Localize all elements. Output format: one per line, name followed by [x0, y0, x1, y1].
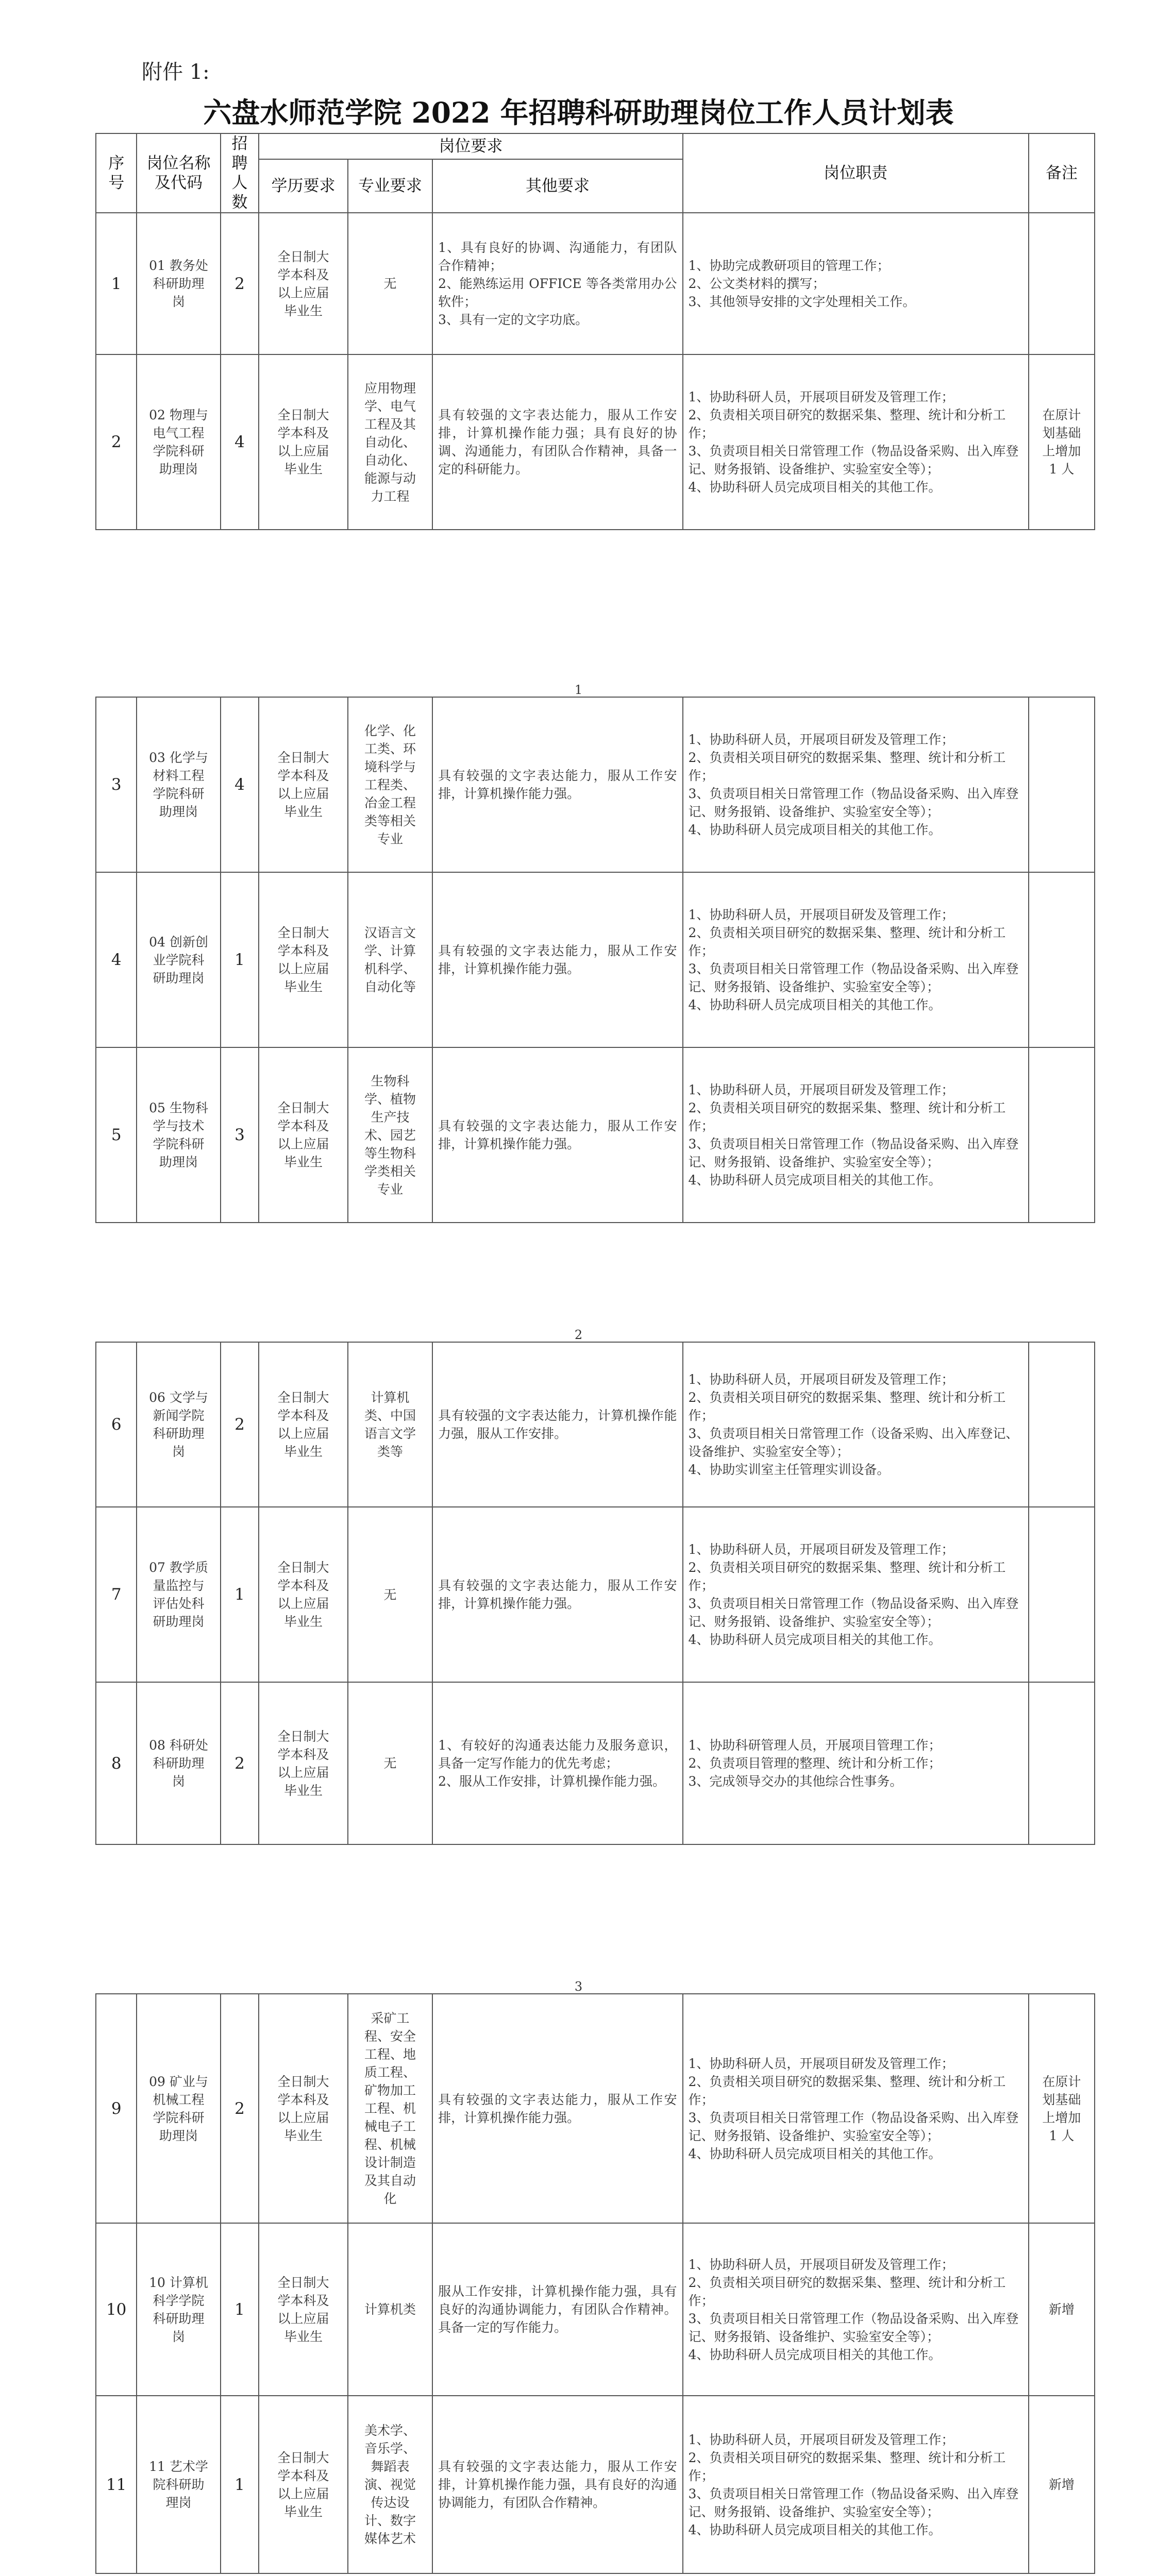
header-requirements: 岗位要求 [259, 133, 682, 159]
row-count: 1 [221, 872, 259, 1047]
row-edu: 全日制大 学本科及 以上应届 毕业生 [259, 213, 347, 354]
row-seq: 6 [96, 1342, 137, 1507]
row-post: 06 文学与 新闻学院 科研助理 岗 [137, 1342, 220, 1507]
row-duty: 1、协助科研人员，开展项目研发及管理工作； 2、负责相关项目研究的数据采集、整理、统计和分析工作； 3、负责项目相关日常管理工作（物品设备采购、出入库登记、财务报销、设备维护、实验室安全等）； 4、协助科研人员完成项目相关的其他工作。 [683, 1047, 1029, 1223]
row-post: 11 艺术学 院科研助 理岗 [137, 2396, 220, 2573]
row-count: 2 [221, 213, 259, 354]
row-note [1029, 213, 1095, 354]
row-other: 1、具有良好的协调、沟通能力，有团队合作精神； 2、能熟练运用 OFFICE 等各类常用办公软件； 3、具有一定的文字功底。 [432, 213, 682, 354]
row-duty: 1、协助科研人员，开展项目研发及管理工作； 2、负责相关项目研究的数据采集、整理、统计和分析工作； 3、负责项目相关日常管理工作（物品设备采购、出入库登记、财务报销、设备维护、实验室安全等）； 4、协助科研人员完成项目相关的其他工作。 [683, 2396, 1029, 2573]
row-edu: 全日制大 学本科及 以上应届 毕业生 [259, 2396, 347, 2573]
header-post: 岗位名称 及代码 [137, 133, 220, 213]
row-duty: 1、协助科研人员，开展项目研发及管理工作； 2、负责相关项目研究的数据采集、整理、统计和分析工作； 3、负责项目相关日常管理工作（设备采购、出入库登记、设备维护、实验室安全等）； 4、协助实训室主任管理实训设备。 [683, 1342, 1029, 1507]
row-other: 具有较强的文字表达能力，计算机操作能力强，服从工作安排。 [432, 1342, 682, 1507]
row-edu: 全日制大 学本科及 以上应届 毕业生 [259, 2223, 347, 2396]
header-major: 专业要求 [348, 159, 432, 213]
header-count: 招 聘 人 数 [221, 133, 259, 213]
row-major: 计算机 类、中国 语言文学 类等 [348, 1342, 432, 1507]
recruitment-table-section-2 [95, 697, 1095, 1223]
table-row [96, 1994, 1095, 2223]
header-note: 备注 [1029, 133, 1095, 213]
row-note [1029, 1507, 1095, 1682]
row-edu: 全日制大 学本科及 以上应届 毕业生 [259, 1994, 347, 2223]
row-major: 无 [348, 213, 432, 354]
recruitment-table-section-3 [95, 1342, 1095, 1845]
row-other: 具有较强的文字表达能力，服从工作安排，计算机操作能力强。 [432, 1507, 682, 1682]
row-post: 05 生物科 学与技术 学院科研 助理岗 [137, 1047, 220, 1223]
table-row [96, 213, 1095, 354]
header-seq: 序 号 [96, 133, 137, 213]
header-other: 其他要求 [432, 159, 682, 213]
row-post: 02 物理与 电气工程 学院科研 助理岗 [137, 354, 220, 530]
row-note [1029, 1682, 1095, 1844]
row-other: 具有较强的文字表达能力，服从工作安排，计算机操作能力强，具有良好的沟通协调能力，有团队合作精神。 [432, 2396, 682, 2573]
row-note [1029, 1342, 1095, 1507]
row-note: 在原计 划基础 上增加 1 人 [1029, 1994, 1095, 2223]
row-other: 具有较强的文字表达能力，服从工作安排，计算机操作能力强。 [432, 872, 682, 1047]
row-major: 无 [348, 1682, 432, 1844]
row-post: 08 科研处 科研助理 岗 [137, 1682, 220, 1844]
row-major: 无 [348, 1507, 432, 1682]
row-major: 计算机类 [348, 2223, 432, 2396]
row-other: 具有较强的文字表达能力，服从工作安排，计算机操作能力强；具有良好的协调、沟通能力，有团队合作精神，具备一定的科研能力。 [432, 354, 682, 530]
row-duty: 1、协助科研人员，开展项目研发及管理工作； 2、负责相关项目研究的数据采集、整理、统计和分析工作； 3、负责项目相关日常管理工作（物品设备采购、出入库登记、财务报销、设备维护、实验室安全等）； 4、协助科研人员完成项目相关的其他工作。 [683, 1994, 1029, 2223]
table-row [96, 1682, 1095, 1844]
row-duty: 1、协助科研人员，开展项目研发及管理工作； 2、负责相关项目研究的数据采集、整理、统计和分析工作； 3、负责项目相关日常管理工作（物品设备采购、出入库登记、财务报销、设备维护、实验室安全等）； 4、协助科研人员完成项目相关的其他工作。 [683, 2223, 1029, 2396]
row-other: 具有较强的文字表达能力，服从工作安排，计算机操作能力强。 [432, 697, 682, 872]
row-note: 新增 [1029, 2223, 1095, 2396]
row-edu: 全日制大 学本科及 以上应届 毕业生 [259, 697, 347, 872]
row-edu: 全日制大 学本科及 以上应届 毕业生 [259, 1047, 347, 1223]
row-other: 具有较强的文字表达能力，服从工作安排，计算机操作能力强。 [432, 1994, 682, 2223]
row-count: 2 [221, 1342, 259, 1507]
row-major: 美术学、 音乐学、 舞蹈表 演、视觉 传达设 计、数字 媒体艺术 [348, 2396, 432, 2573]
row-note [1029, 1047, 1095, 1223]
row-major: 采矿工 程、安全 工程、地 质工程、 矿物加工 工程、机 械电子工 程、机械 设计制造 及其自动 化 [348, 1994, 432, 2223]
row-post: 01 教务处 科研助理 岗 [137, 213, 220, 354]
row-seq: 4 [96, 872, 137, 1047]
table-row [96, 1507, 1095, 1682]
row-count: 1 [221, 1507, 259, 1682]
row-seq: 8 [96, 1682, 137, 1844]
row-count: 4 [221, 697, 259, 872]
row-note [1029, 697, 1095, 872]
row-count: 2 [221, 1682, 259, 1844]
row-duty: 1、协助科研人员，开展项目研发及管理工作； 2、负责相关项目研究的数据采集、整理、统计和分析工作； 3、负责项目相关日常管理工作（物品设备采购、出入库登记、财务报销、设备维护、实验室安全等）； 4、协助科研人员完成项目相关的其他工作。 [683, 872, 1029, 1047]
row-other: 具有较强的文字表达能力，服从工作安排，计算机操作能力强。 [432, 1047, 682, 1223]
row-duty: 1、协助科研人员，开展项目研发及管理工作； 2、负责相关项目研究的数据采集、整理、统计和分析工作； 3、负责项目相关日常管理工作（物品设备采购、出入库登记、财务报销、设备维护、实验室安全等）； 4、协助科研人员完成项目相关的其他工作。 [683, 1507, 1029, 1682]
row-post: 09 矿业与 机械工程 学院科研 助理岗 [137, 1994, 220, 2223]
row-seq: 9 [96, 1994, 137, 2223]
row-duty: 1、协助科研人员，开展项目研发及管理工作； 2、负责相关项目研究的数据采集、整理、统计和分析工作； 3、负责项目相关日常管理工作（物品设备采购、出入库登记、财务报销、设备维护、实验室安全等）； 4、协助科研人员完成项目相关的其他工作。 [683, 697, 1029, 872]
row-duty: 1、协助科研人员，开展项目研发及管理工作； 2、负责相关项目研究的数据采集、整理、统计和分析工作； 3、负责项目相关日常管理工作（物品设备采购、出入库登记、财务报销、设备维护、实验室安全等）； 4、协助科研人员完成项目相关的其他工作。 [683, 354, 1029, 530]
recruitment-table-section-4 [95, 1993, 1095, 2574]
row-count: 1 [221, 2223, 259, 2396]
table-row [96, 1047, 1095, 1223]
row-other: 1、有较好的沟通表达能力及服务意识，具备一定写作能力的优先考虑； 2、服从工作安排，计算机操作能力强。 [432, 1682, 682, 1844]
row-seq: 10 [96, 2223, 137, 2396]
row-note: 在原计 划基础 上增加 1 人 [1029, 354, 1095, 530]
row-edu: 全日制大 学本科及 以上应届 毕业生 [259, 872, 347, 1047]
row-seq: 3 [96, 697, 137, 872]
row-count: 1 [221, 2396, 259, 2573]
table-row [96, 2223, 1095, 2396]
header-edu: 学历要求 [259, 159, 347, 213]
page-title: 六盘水师范学院 2022 年招聘科研助理岗位工作人员计划表 [203, 96, 954, 129]
row-note [1029, 872, 1095, 1047]
row-seq: 7 [96, 1507, 137, 1682]
recruitment-table-section-1 [95, 133, 1095, 530]
row-count: 2 [221, 1994, 259, 2223]
row-edu: 全日制大 学本科及 以上应届 毕业生 [259, 1342, 347, 1507]
row-edu: 全日制大 学本科及 以上应届 毕业生 [259, 1682, 347, 1844]
page-number: 1 [574, 683, 583, 697]
row-major: 汉语言文 学、计算 机科学、 自动化等 [348, 872, 432, 1047]
row-major: 应用物理 学、电气 工程及其 自动化、 自动化、 能源与动 力工程 [348, 354, 432, 530]
row-duty: 1、协助完成教研项目的管理工作； 2、公文类材料的撰写； 3、其他领导安排的文字处理相关工作。 [683, 213, 1029, 354]
row-edu: 全日制大 学本科及 以上应届 毕业生 [259, 1507, 347, 1682]
row-seq: 1 [96, 213, 137, 354]
header-duty: 岗位职责 [683, 133, 1029, 213]
row-post: 07 教学质 量监控与 评估处科 研助理岗 [137, 1507, 220, 1682]
row-count: 4 [221, 354, 259, 530]
row-post: 04 创新创 业学院科 研助理岗 [137, 872, 220, 1047]
row-major: 生物科 学、植物 生产技 术、园艺 等生物科 学类相关 专业 [348, 1047, 432, 1223]
page-number: 3 [574, 1979, 583, 1994]
table-row [96, 697, 1095, 872]
row-edu: 全日制大 学本科及 以上应届 毕业生 [259, 354, 347, 530]
table-row [96, 1342, 1095, 1507]
row-post: 03 化学与 材料工程 学院科研 助理岗 [137, 697, 220, 872]
annex-label: 附件 1: [142, 60, 210, 84]
row-note: 新增 [1029, 2396, 1095, 2573]
row-seq: 11 [96, 2396, 137, 2573]
row-post: 10 计算机 科学学院 科研助理 岗 [137, 2223, 220, 2396]
row-seq: 2 [96, 354, 137, 530]
row-other: 服从工作安排，计算机操作能力强，具有良好的沟通协调能力，有团队合作精神。具备一定的写作能力。 [432, 2223, 682, 2396]
row-count: 3 [221, 1047, 259, 1223]
row-duty: 1、协助科研管理人员，开展项目管理工作； 2、负责项目管理的整理、统计和分析工作； 3、完成领导交办的其他综合性事务。 [683, 1682, 1029, 1844]
table-row [96, 872, 1095, 1047]
table-row [96, 354, 1095, 530]
row-seq: 5 [96, 1047, 137, 1223]
table-row [96, 2396, 1095, 2573]
row-major: 化学、化 工类、环 境科学与 工程类、 冶金工程 类等相关 专业 [348, 697, 432, 872]
page-number: 2 [574, 1328, 583, 1342]
